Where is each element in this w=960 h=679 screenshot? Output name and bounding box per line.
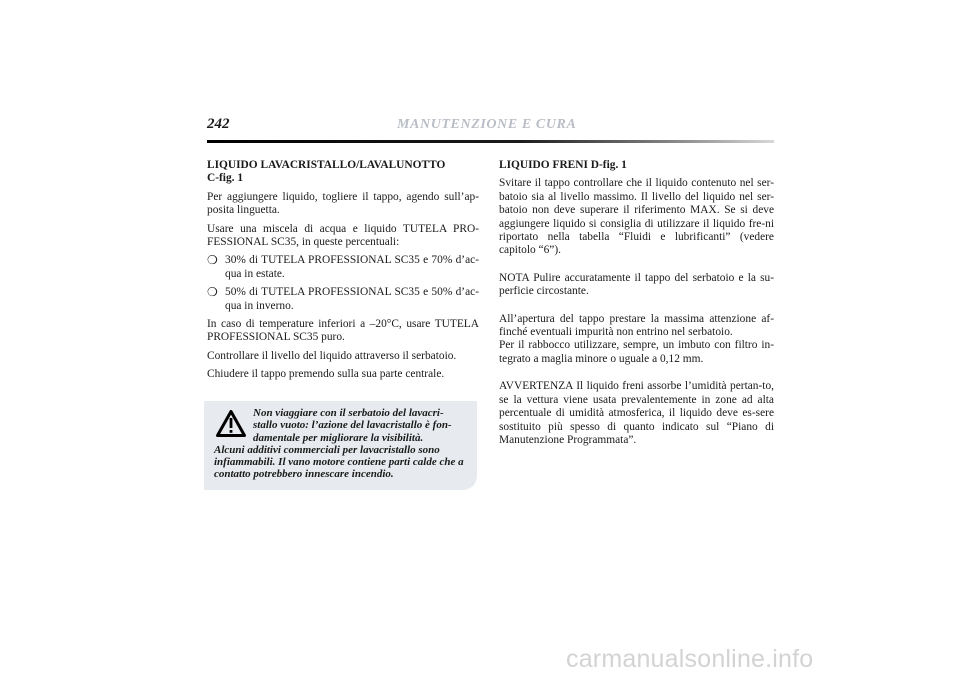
warning-line: Non viaggiare con il serbatoio del lavacri- xyxy=(253,407,444,419)
warning-text xyxy=(214,407,471,481)
warning-line: stallo vuoto: l’azione del lavacristallo è fon- xyxy=(253,419,452,432)
paragraph: Chiudere il tappo premendo sulla sua parte centrale. xyxy=(207,368,445,381)
washer-fluid-heading-line1: LIQUIDO LAVACRISTALLO/LAVALUNOTTO xyxy=(207,159,446,171)
left-column xyxy=(207,159,479,387)
list-item xyxy=(207,286,479,313)
brake-fluid-heading: LIQUIDO FRENI D-fig. 1 xyxy=(499,159,627,171)
page-number: 242 xyxy=(207,116,230,132)
paragraph: Per il rabbocco utilizzare, sempre, un imbuto con filtro in-tegrato a maglia minore o uguale a 0,12 mm. xyxy=(499,339,774,365)
list-item xyxy=(207,254,479,281)
washer-fluid-heading xyxy=(207,159,479,186)
note-paragraph: NOTA Pulire accuratamente il tappo del serbatoio e la su-perficie circostante. xyxy=(499,271,774,298)
paragraph: Per aggiungere liquido, togliere il tappo, agendo sull’ap-posita linguetta. xyxy=(207,190,479,217)
warning-line: damentale per migliorare la visibilità. xyxy=(253,431,424,444)
paragraph: Usare una miscela di acqua e liquido TUTELA PRO-FESSIONAL SC35, in queste percentuali: xyxy=(207,222,479,249)
watermark: carmanualsonline.info xyxy=(566,645,814,673)
paragraph: In caso di temperature inferiori a –20°C, usare TUTELA PROFESSIONAL SC35 puro. xyxy=(207,318,479,344)
warning-rest: Alcuni additivi commerciali per lavacristallo sono infiammabili. Il vano motore contiene parti calde che a contatto potrebbero innescare incendio. xyxy=(214,443,464,481)
circle-bullet-icon: ❍ xyxy=(207,253,218,268)
running-title: MANUTENZIONE E CURA xyxy=(397,117,577,132)
paragraph: Svitare il tappo controllare che il liquido contenuto nel ser-batoio sia al livello massimo. Il livello del liquido nel ser-batoio non deve superare il riferimento MAX. Se si deve aggiungere liquido si consiglia di utilizzare il liquido fre-ni riportato nella tabella “Fluidi e lubrificanti” (vedere capitolo “6”). xyxy=(499,177,774,257)
paragraph: Controllare il livello del liquido attraverso il serbatoio. xyxy=(207,349,457,362)
washer-fluid-heading-line2: C-fig. 1 xyxy=(207,172,244,185)
warning-box xyxy=(204,401,477,490)
list-item-text: 30% di TUTELA PROFESSIONAL SC35 e 70% d’ac-qua in estate. xyxy=(225,254,479,280)
warning-paragraph: AVVERTENZA Il liquido freni assorbe l’umidità pertan-to, se la vettura viene usata prevalentemente in zone ad alta percentuale di umidità atmosferica, il liquido deve es-sere sostituito più spesso di quanto indicato sul “Piano di Manutenzione Programmata”. xyxy=(499,380,774,446)
list-item-text: 50% di TUTELA PROFESSIONAL SC35 e 50% d’ac-qua in inverno. xyxy=(225,286,479,312)
paragraph: All’apertura del tappo prestare la massima attenzione af-finché eventuali impurità non entrino nel serbatoio. xyxy=(499,312,774,339)
header-rule xyxy=(207,140,774,143)
circle-bullet-icon: ❍ xyxy=(207,285,218,300)
right-column xyxy=(499,159,774,452)
